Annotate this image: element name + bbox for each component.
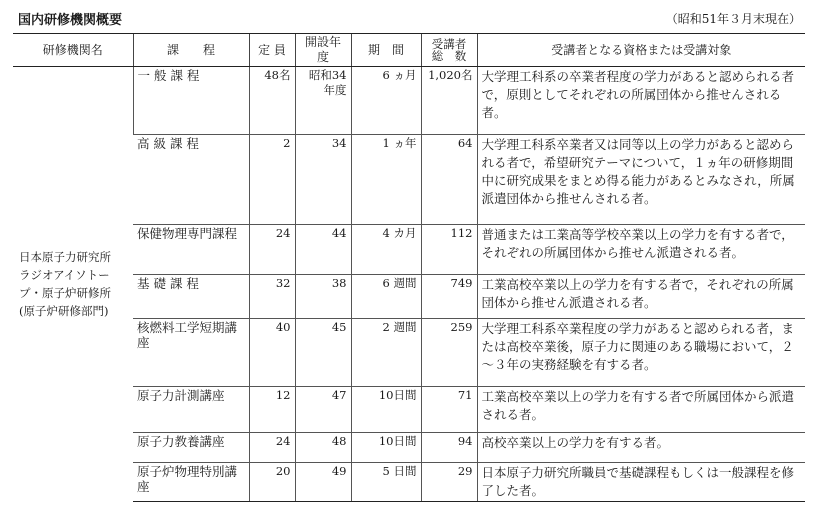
capacity-cell: 24 xyxy=(249,225,295,275)
period-cell: 2 週間 xyxy=(351,319,421,387)
total-cell: 29 xyxy=(421,463,477,502)
year-cell: 48 xyxy=(295,433,351,463)
qualification-cell: 工業高校卒業以上の学力を有する者で，それぞれの所属団体から推せん派遣される者。 xyxy=(477,275,805,319)
header-capacity: 定 員 xyxy=(249,34,295,67)
capacity-cell: 20 xyxy=(249,463,295,502)
total-cell: 94 xyxy=(421,433,477,463)
capacity-cell: 2 xyxy=(249,135,295,225)
course-name: 高 級 課 程 xyxy=(133,135,249,225)
date-note: （昭和51年３月末現在） xyxy=(665,12,801,26)
course-name: 一 般 課 程 xyxy=(133,67,249,135)
table-row xyxy=(13,67,805,135)
course-name: 保健物理専門課程 xyxy=(133,225,249,275)
capacity-cell: 12 xyxy=(249,387,295,433)
total-cell: 1,020名 xyxy=(421,67,477,135)
total-cell: 64 xyxy=(421,135,477,225)
capacity-cell: 48名 xyxy=(249,67,295,135)
course-name: 基 礎 課 程 xyxy=(133,275,249,319)
course-name: 原子力教養講座 xyxy=(133,433,249,463)
year-cell: 38 xyxy=(295,275,351,319)
course-name: 原子力計測講座 xyxy=(133,387,249,433)
total-cell: 749 xyxy=(421,275,477,319)
period-cell: 6 ヵ月 xyxy=(351,67,421,135)
qualification-cell: 日本原子力研究所職員で基礎課程もしくは一般課程を修了した者。 xyxy=(477,463,805,502)
qualification-cell: 大学理工科系の卒業者程度の学力があると認められる者で，原則としてそれぞれの所属団体から推せんされる者。 xyxy=(477,67,805,135)
qualification-cell: 普通または工業高等学校卒業以上の学力を有する者で，それぞれの所属団体から推せん派遣される者。 xyxy=(477,225,805,275)
training-institutions-table xyxy=(13,33,805,502)
header-institution: 研修機関名 xyxy=(13,34,133,67)
header-qualification: 受講者となる資格または受講対象 xyxy=(477,34,805,67)
period-cell: 6 週間 xyxy=(351,275,421,319)
header-row xyxy=(13,34,805,67)
course-name: 原子炉物理特別講座 xyxy=(133,463,249,502)
qualification-cell: 大学理工科系卒業程度の学力があると認められる者，または高校卒業後，原子力に関連のある職場において，２～３年の実務経験を有する者。 xyxy=(477,319,805,387)
header-course: 課 程 xyxy=(133,34,249,67)
period-cell: 10日間 xyxy=(351,433,421,463)
year-cell: 49 xyxy=(295,463,351,502)
capacity-cell: 40 xyxy=(249,319,295,387)
qualification-cell: 工業高校卒業以上の学力を有する者で所属団体から派遣される者。 xyxy=(477,387,805,433)
capacity-cell: 24 xyxy=(249,433,295,463)
year-cell: 47 xyxy=(295,387,351,433)
course-name: 核燃料工学短期講座 xyxy=(133,319,249,387)
year-cell: 昭和34年度 xyxy=(295,67,351,135)
period-cell: 10日間 xyxy=(351,387,421,433)
header-year: 開設年度 xyxy=(295,34,351,67)
institution-name: 日本原子力研究所 ラジオアイソトープ・原子炉研修所 (原子炉研修部門) xyxy=(19,250,123,319)
year-cell: 45 xyxy=(295,319,351,387)
total-cell: 71 xyxy=(421,387,477,433)
header-trainees-top: 受講者 xyxy=(431,37,467,51)
header-trainees xyxy=(421,34,477,67)
capacity-cell: 32 xyxy=(249,275,295,319)
header-period: 期 間 xyxy=(351,34,421,67)
page-title: 国内研修機関概要 xyxy=(18,13,123,28)
total-cell: 112 xyxy=(421,225,477,275)
header-trainees-bottom: 総 数 xyxy=(431,49,467,63)
total-cell: 259 xyxy=(421,319,477,387)
period-cell: 1 ヵ年 xyxy=(351,135,421,225)
period-cell: 5 日間 xyxy=(351,463,421,502)
period-cell: 4 カ月 xyxy=(351,225,421,275)
qualification-cell: 高校卒業以上の学力を有する者。 xyxy=(477,433,805,463)
year-cell: 44 xyxy=(295,225,351,275)
year-cell: 34 xyxy=(295,135,351,225)
qualification-cell: 大学理工科系卒業者又は同等以上の学力があると認められる者で，希望研究テーマについて，１ヵ年の研修期間中に研究成果をまとめ得る能力があるとみなされ，所属派遣団体から推せんされる者。 xyxy=(477,135,805,225)
